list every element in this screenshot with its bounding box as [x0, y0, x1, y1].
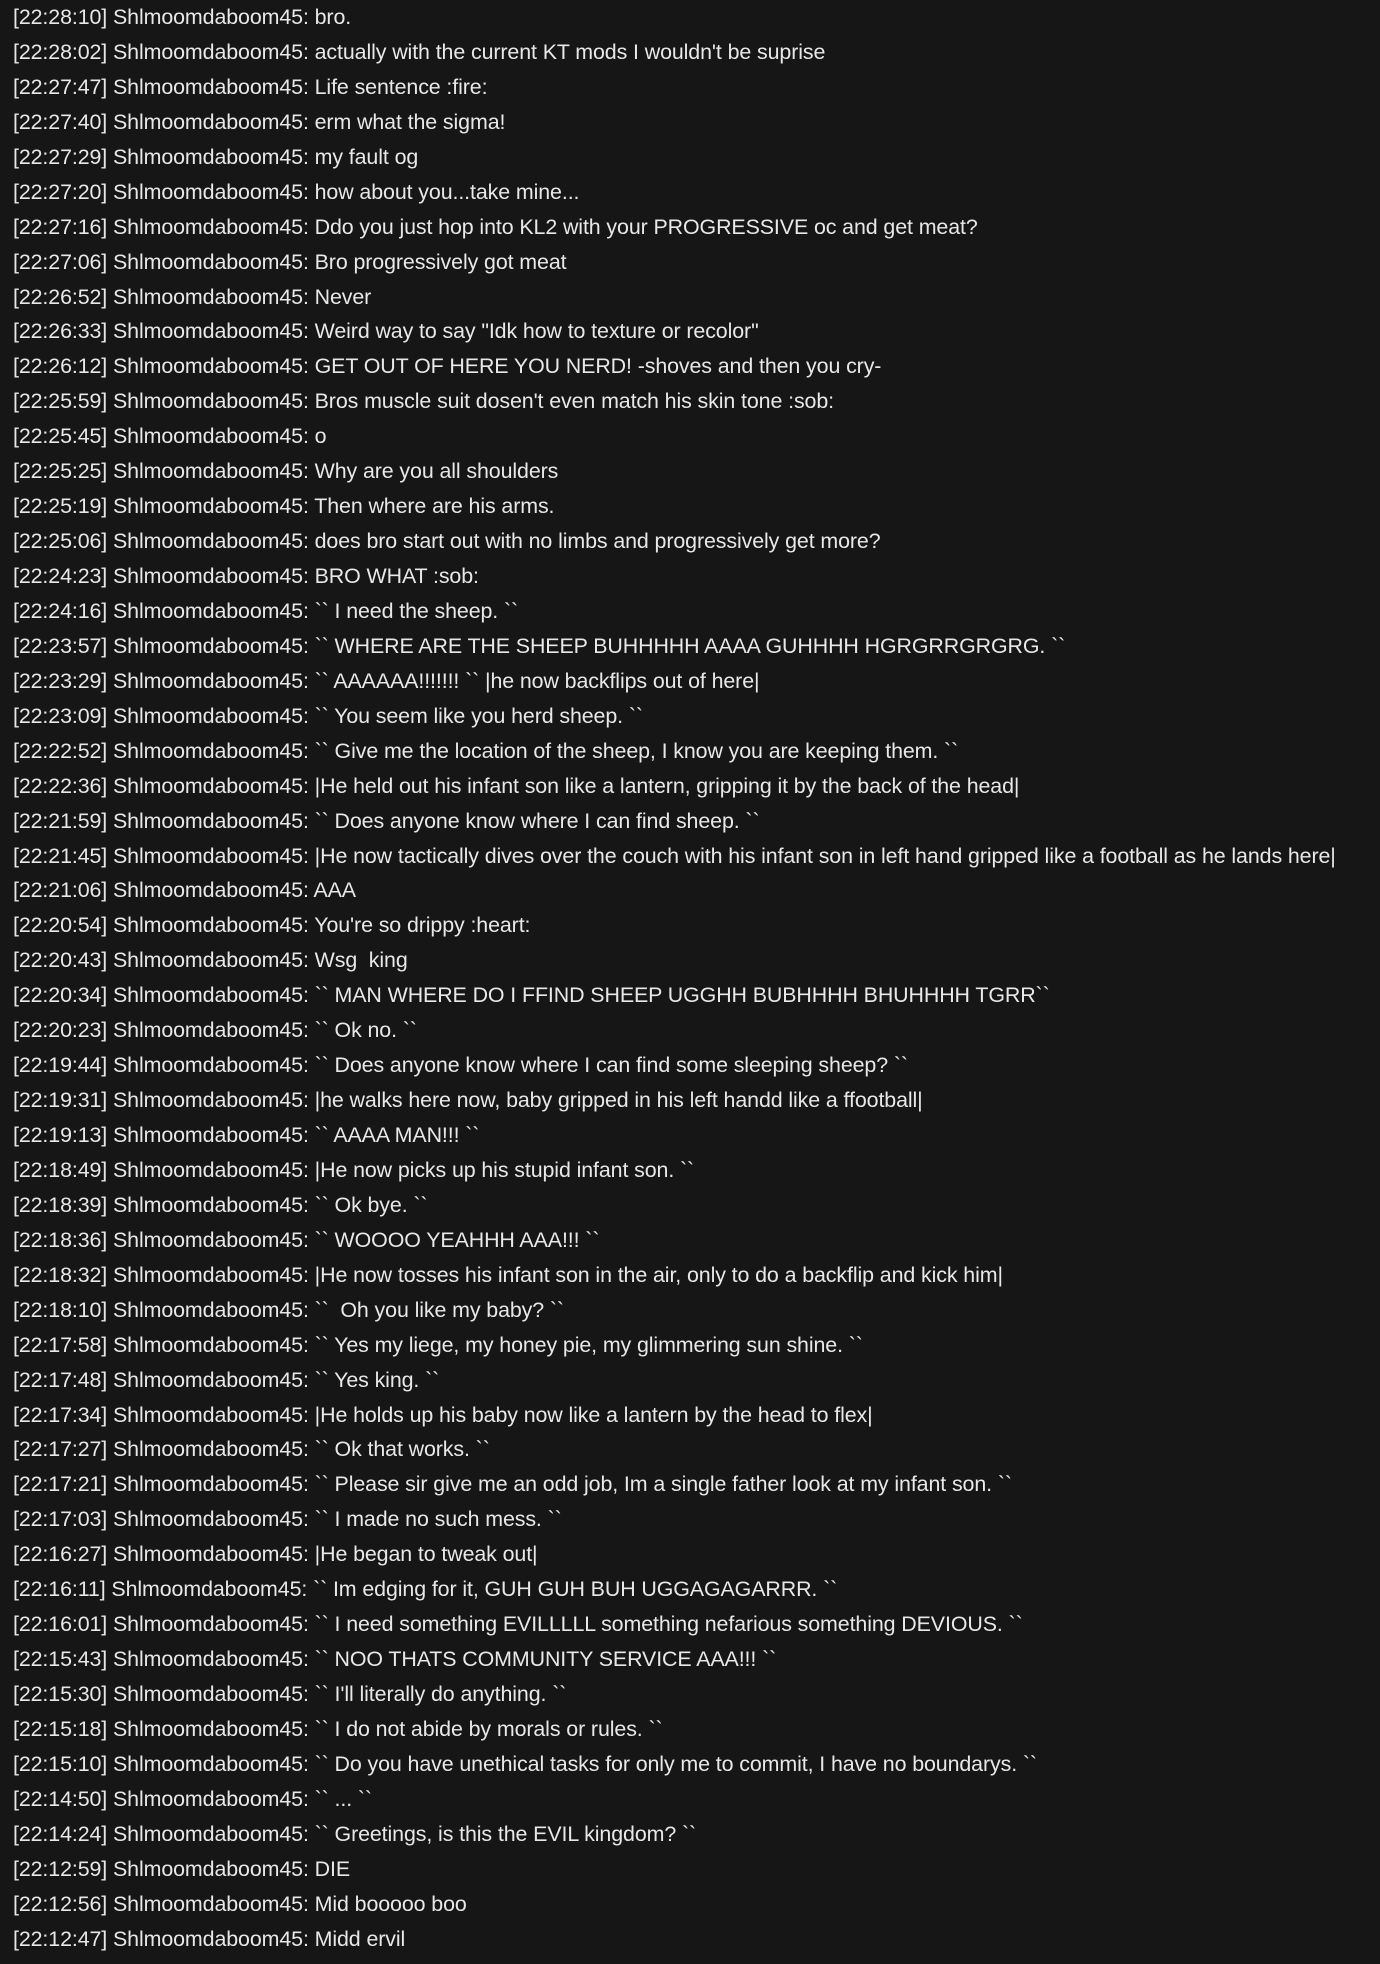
message-text: Bros muscle suit dosen't even match his skin tone :sob:: [314, 389, 834, 414]
message-timestamp: [22:22:36]: [13, 773, 108, 798]
chat-message: [22:17:48] Shlmoomdaboom45: `` Yes king. ``: [13, 1367, 440, 1392]
chat-message: [22:28:10] Shlmoomdaboom45: bro.: [13, 5, 352, 29]
chat-message: [22:15:30] Shlmoomdaboom45: `` I'll literally do anything. ``: [13, 1682, 567, 1706]
message-username: Shlmoomdaboom45: [113, 1053, 303, 1078]
chat-message: [22:26:33] Shlmoomdaboom45: Weird way to say "Idk how to texture or recolor": [13, 319, 759, 344]
message-username: Shlmoomdaboom45: [113, 249, 303, 274]
chat-message: [22:17:21] Shlmoomdaboom45: `` Please sir give me an odd job, Im a single father look at my infant son. ``: [13, 1472, 1012, 1497]
chat-message: [22:16:11] Shlmoomdaboom45: `` Im edging for it, GUH GUH BUH UGGAGAGARRR. ``: [13, 1577, 838, 1602]
message-text: `` Please sir give me an odd job, Im a single father look at my infant son. ``: [314, 1472, 1012, 1497]
chat-message: [22:19:13] Shlmoomdaboom45: `` AAAA MAN!!! ``: [13, 1123, 480, 1147]
message-username: Shlmoomdaboom45: [113, 598, 303, 623]
message-text: Mid booooo boo: [314, 1891, 467, 1916]
chat-message: [22:24:23] Shlmoomdaboom45: BRO WHAT :sob:: [13, 564, 479, 588]
chat-message: [22:25:06] Shlmoomdaboom45: does bro start out with no limbs and progressively get more?: [13, 529, 881, 554]
message-username: Shlmoomdaboom45: [113, 1507, 303, 1532]
message-timestamp: [22:26:52]: [13, 284, 108, 309]
message-timestamp: [22:17:34]: [13, 1402, 108, 1427]
message-text: `` Ok bye. ``: [314, 1192, 428, 1217]
message-username: Shlmoomdaboom45: [113, 1227, 303, 1252]
chat-message: [22:20:34] Shlmoomdaboom45: `` MAN WHERE DO I FFIND SHEEP UGGHH BUBHHHH BHUHHHH TGRR``: [13, 983, 1050, 1008]
chat-message: [22:18:36] Shlmoomdaboom45: `` WOOOO YEAHHH AAA!!! ``: [13, 1227, 600, 1252]
chat-message: [22:27:29] Shlmoomdaboom45: my fault og: [13, 144, 419, 169]
message-text: GET OUT OF HERE YOU NERD! -shoves and then you cry-: [314, 354, 882, 379]
chat-message: [22:25:45] Shlmoomdaboom45: o: [13, 424, 327, 449]
message-username: Shlmoomdaboom45: [113, 459, 303, 484]
chat-message: [22:12:56] Shlmoomdaboom45: Mid booooo boo: [13, 1891, 467, 1916]
message-username: Shlmoomdaboom45: [113, 1751, 303, 1776]
message-username: Shlmoomdaboom45: [113, 808, 303, 833]
message-username: Shlmoomdaboom45: [113, 1821, 303, 1846]
message-timestamp: [22:12:56]: [13, 1891, 108, 1916]
message-text: You're so drippy :heart:: [314, 913, 531, 938]
message-username: Shlmoomdaboom45: [113, 354, 303, 379]
message-text: Wsg king: [314, 948, 408, 973]
message-username: Shlmoomdaboom45: [113, 109, 303, 134]
message-timestamp: [22:21:45]: [13, 843, 108, 868]
message-timestamp: [22:17:03]: [13, 1507, 108, 1532]
message-text: `` I need something EVILLLLL something nefarious something DEVIOUS. ``: [314, 1612, 1023, 1637]
message-timestamp: [22:28:02]: [13, 39, 108, 64]
chat-message: [22:21:45] Shlmoomdaboom45: |He now tactically dives over the couch with his infant son in left hand gripped like a football as he lands here|: [13, 843, 1336, 868]
message-timestamp: [22:28:10]: [13, 5, 108, 29]
message-timestamp: [22:22:52]: [13, 738, 108, 763]
message-text: `` AAAAAA!!!!!!! `` |he now backflips out of here|: [314, 668, 760, 693]
message-text: Then where are his arms.: [314, 494, 555, 519]
message-username: Shlmoomdaboom45: [113, 1157, 303, 1182]
message-timestamp: [22:27:20]: [13, 179, 108, 204]
message-text: Bro progressively got meat: [314, 249, 567, 274]
chat-message: [22:15:18] Shlmoomdaboom45: `` I do not abide by morals or rules. ``: [13, 1716, 663, 1741]
message-timestamp: [22:20:34]: [13, 983, 108, 1008]
message-timestamp: [22:15:30]: [13, 1682, 108, 1706]
message-text: `` Yes my liege, my honey pie, my glimmering sun shine. ``: [314, 1332, 863, 1357]
message-timestamp: [22:27:16]: [13, 214, 108, 239]
message-username: Shlmoomdaboom45: [113, 1612, 303, 1637]
message-text: my fault og: [314, 144, 419, 169]
message-timestamp: [22:27:06]: [13, 249, 108, 274]
message-username: Shlmoomdaboom45: [113, 144, 303, 169]
message-text: `` WHERE ARE THE SHEEP BUHHHHH AAAA GUHHHH HGRGRRGRGRG. ``: [314, 633, 1066, 658]
chat-message: [22:28:02] Shlmoomdaboom45: actually with the current KT mods I wouldn't be suprise: [13, 39, 826, 64]
chat-message: [22:14:24] Shlmoomdaboom45: `` Greetings, is this the EVIL kingdom? ``: [13, 1821, 697, 1846]
message-text: `` I'll literally do anything. ``: [314, 1682, 567, 1706]
message-timestamp: [22:27:29]: [13, 144, 108, 169]
message-text: Ddo you just hop into KL2 with your PROGRESSIVE oc and get meat?: [314, 214, 978, 239]
message-timestamp: [22:20:43]: [13, 948, 108, 973]
message-username: Shlmoomdaboom45: [113, 179, 303, 204]
chat-message: [22:25:59] Shlmoomdaboom45: Bros muscle suit dosen't even match his skin tone :sob:: [13, 389, 834, 414]
message-text: does bro start out with no limbs and progressively get more?: [314, 529, 881, 554]
message-timestamp: [22:21:59]: [13, 808, 108, 833]
message-text: |he walks here now, baby gripped in his left handd like a ffootball|: [314, 1088, 923, 1113]
message-timestamp: [22:15:43]: [13, 1647, 108, 1672]
message-username: Shlmoomdaboom45: [111, 1577, 302, 1602]
message-timestamp: [22:25:59]: [13, 389, 108, 414]
chat-message: [22:18:49] Shlmoomdaboom45: |He now picks up his stupid infant son. ``: [13, 1157, 695, 1182]
message-username: Shlmoomdaboom45: [113, 319, 303, 344]
chat-message: [22:16:01] Shlmoomdaboom45: `` I need something EVILLLLL something nefarious something DEVIOUS. ``: [13, 1612, 1023, 1637]
message-text: |He now picks up his stupid infant son. ``: [314, 1157, 695, 1182]
message-username: Shlmoomdaboom45: [113, 1088, 303, 1113]
message-username: Shlmoomdaboom45: [113, 703, 303, 728]
chat-message: [22:23:29] Shlmoomdaboom45: `` AAAAAA!!!!!!! `` |he now backflips out of here|: [13, 668, 760, 693]
message-timestamp: [22:23:57]: [13, 633, 108, 658]
message-timestamp: [22:20:23]: [13, 1018, 108, 1043]
message-text: `` I do not abide by morals or rules. ``: [314, 1716, 663, 1741]
chat-message: [22:12:47] Shlmoomdaboom45: Midd ervil: [13, 1926, 406, 1951]
message-username: Shlmoomdaboom45: [113, 843, 303, 868]
message-timestamp: [22:18:39]: [13, 1192, 108, 1217]
message-timestamp: [22:23:29]: [13, 668, 108, 693]
message-text: `` ... ``: [314, 1786, 372, 1811]
message-username: Shlmoomdaboom45: [113, 564, 303, 588]
message-username: Shlmoomdaboom45: [113, 389, 303, 414]
chat-message: [22:27:06] Shlmoomdaboom45: Bro progressively got meat: [13, 249, 567, 274]
chat-message: [22:20:43] Shlmoomdaboom45: Wsg king: [13, 948, 408, 973]
message-text: `` Does anyone know where I can find some sleeping sheep? ``: [314, 1053, 908, 1078]
chat-message: [22:18:32] Shlmoomdaboom45: |He now tosses his infant son in the air, only to do a backflip and kick him|: [13, 1262, 1003, 1287]
chat-message: [22:22:52] Shlmoomdaboom45: `` Give me the location of the sheep, I know you are keeping them. ``: [13, 738, 959, 763]
message-timestamp: [22:16:01]: [13, 1612, 108, 1637]
message-text: actually with the current KT mods I wouldn't be suprise: [314, 39, 826, 64]
message-username: Shlmoomdaboom45: [113, 983, 303, 1008]
message-timestamp: [22:21:06]: [13, 878, 108, 903]
message-text: `` I made no such mess. ``: [314, 1507, 562, 1532]
message-username: Shlmoomdaboom45: [113, 1402, 303, 1427]
message-text: o: [314, 424, 327, 449]
chat-message: [22:15:43] Shlmoomdaboom45: `` NOO THATS COMMUNITY SERVICE AAA!!! ``: [13, 1647, 777, 1672]
message-text: `` AAAA MAN!!! ``: [314, 1123, 480, 1147]
message-timestamp: [22:24:23]: [13, 564, 108, 588]
chat-message: [22:27:40] Shlmoomdaboom45: erm what the sigma!: [13, 109, 506, 134]
message-username: Shlmoomdaboom45: [113, 1018, 303, 1043]
message-username: Shlmoomdaboom45: [113, 948, 303, 973]
message-text: `` Im edging for it, GUH GUH BUH UGGAGAGARRR. ``: [313, 1577, 838, 1602]
message-text: AAA: [313, 878, 356, 903]
message-username: Shlmoomdaboom45: [113, 494, 303, 519]
message-timestamp: [22:25:06]: [13, 529, 108, 554]
message-timestamp: [22:24:16]: [13, 598, 108, 623]
message-text: |He now tactically dives over the couch with his infant son in left hand gripped like a football as he lands here|: [314, 843, 1336, 868]
chat-message: [22:19:31] Shlmoomdaboom45: |he walks here now, baby gripped in his left handd like a ffootball|: [13, 1088, 923, 1113]
message-username: Shlmoomdaboom45: [113, 284, 303, 309]
message-text: |He began to tweak out|: [314, 1542, 538, 1567]
message-username: Shlmoomdaboom45: [113, 1891, 303, 1916]
message-timestamp: [22:27:40]: [13, 109, 108, 134]
message-timestamp: [22:17:58]: [13, 1332, 108, 1357]
message-text: erm what the sigma!: [314, 109, 506, 134]
message-text: `` Does anyone know where I can find sheep. ``: [314, 808, 760, 833]
message-text: |He held out his infant son like a lantern, gripping it by the back of the head|: [314, 773, 1020, 798]
message-username: Shlmoomdaboom45: [113, 1437, 303, 1462]
message-text: `` Oh you like my baby? ``: [314, 1297, 564, 1322]
chat-message: [22:23:09] Shlmoomdaboom45: `` You seem like you herd sheep. ``: [13, 703, 643, 728]
message-timestamp: [22:18:36]: [13, 1227, 108, 1252]
message-timestamp: [22:26:33]: [13, 319, 108, 344]
message-username: Shlmoomdaboom45: [113, 668, 303, 693]
message-username: Shlmoomdaboom45: [113, 1542, 303, 1567]
message-timestamp: [22:15:10]: [13, 1751, 108, 1776]
chat-message: [22:15:10] Shlmoomdaboom45: `` Do you have unethical tasks for only me to commit, I have no boundarys. ``: [13, 1751, 1037, 1776]
message-username: Shlmoomdaboom45: [113, 5, 303, 29]
chat-message: [22:16:27] Shlmoomdaboom45: |He began to tweak out|: [13, 1542, 538, 1567]
message-text: BRO WHAT :sob:: [314, 564, 479, 588]
chat-message: [22:20:54] Shlmoomdaboom45: You're so drippy :heart:: [13, 913, 531, 938]
message-text: Midd ervil: [314, 1926, 406, 1951]
message-text: Weird way to say "Idk how to texture or recolor": [314, 319, 759, 344]
message-timestamp: [22:17:48]: [13, 1367, 108, 1392]
message-timestamp: [22:25:25]: [13, 459, 108, 484]
message-timestamp: [22:25:19]: [13, 494, 108, 519]
message-username: Shlmoomdaboom45: [113, 1123, 303, 1147]
message-timestamp: [22:14:24]: [13, 1821, 108, 1846]
message-timestamp: [22:19:13]: [13, 1123, 108, 1147]
message-username: Shlmoomdaboom45: [113, 214, 303, 239]
chat-message: [22:17:03] Shlmoomdaboom45: `` I made no such mess. ``: [13, 1507, 562, 1532]
message-text: how about you...take mine...: [314, 179, 580, 204]
chat-message: [22:18:39] Shlmoomdaboom45: `` Ok bye. ``: [13, 1192, 428, 1217]
message-timestamp: [22:19:44]: [13, 1053, 108, 1078]
message-text: `` Give me the location of the sheep, I know you are keeping them. ``: [314, 738, 959, 763]
message-username: Shlmoomdaboom45: [113, 1786, 303, 1811]
message-timestamp: [22:27:47]: [13, 74, 108, 99]
message-username: Shlmoomdaboom45: [113, 1192, 303, 1217]
message-username: Shlmoomdaboom45: [113, 878, 303, 903]
message-username: Shlmoomdaboom45: [113, 1262, 303, 1287]
message-username: Shlmoomdaboom45: [113, 529, 303, 554]
message-timestamp: [22:26:12]: [13, 354, 108, 379]
chat-message: [22:22:36] Shlmoomdaboom45: |He held out his infant son like a lantern, gripping it by the back of the head|: [13, 773, 1020, 798]
message-timestamp: [22:18:10]: [13, 1297, 108, 1322]
message-timestamp: [22:18:49]: [13, 1157, 108, 1182]
message-timestamp: [22:12:47]: [13, 1926, 108, 1951]
message-username: Shlmoomdaboom45: [113, 1682, 303, 1706]
chat-message: [22:27:16] Shlmoomdaboom45: Ddo you just hop into KL2 with your PROGRESSIVE oc and get meat?: [13, 214, 978, 239]
message-username: Shlmoomdaboom45: [113, 1716, 303, 1741]
message-text: Why are you all shoulders: [314, 459, 559, 484]
message-username: Shlmoomdaboom45: [113, 738, 303, 763]
message-timestamp: [22:23:09]: [13, 703, 108, 728]
message-username: Shlmoomdaboom45: [113, 1367, 303, 1392]
message-text: `` WOOOO YEAHHH AAA!!! ``: [314, 1227, 600, 1252]
chat-message: [22:19:44] Shlmoomdaboom45: `` Does anyone know where I can find some sleeping sheep? ``: [13, 1053, 908, 1078]
message-timestamp: [22:19:31]: [13, 1088, 108, 1113]
chat-message: [22:24:16] Shlmoomdaboom45: `` I need the sheep. ``: [13, 598, 519, 623]
message-text: `` Greetings, is this the EVIL kingdom? ``: [314, 1821, 697, 1846]
chat-message: [22:26:12] Shlmoomdaboom45: GET OUT OF HERE YOU NERD! -shoves and then you cry-: [13, 354, 882, 379]
message-text: `` I need the sheep. ``: [314, 598, 519, 623]
chat-message: [22:17:34] Shlmoomdaboom45: |He holds up his baby now like a lantern by the head to flex|: [13, 1402, 873, 1427]
message-text: |He holds up his baby now like a lantern by the head to flex|: [314, 1402, 873, 1427]
message-text: `` Yes king. ``: [314, 1367, 440, 1392]
message-username: Shlmoomdaboom45: [113, 1926, 303, 1951]
chat-message: [22:21:59] Shlmoomdaboom45: `` Does anyone know where I can find sheep. ``: [13, 808, 760, 833]
message-timestamp: [22:14:50]: [13, 1786, 108, 1811]
chat-message: [22:14:50] Shlmoomdaboom45: `` ... ``: [13, 1786, 372, 1811]
message-text: bro.: [314, 5, 352, 29]
chat-message: [22:25:19] Shlmoomdaboom45: Then where are his arms.: [13, 494, 555, 519]
message-username: Shlmoomdaboom45: [113, 1856, 303, 1881]
message-username: Shlmoomdaboom45: [113, 1332, 303, 1357]
message-username: Shlmoomdaboom45: [113, 424, 303, 449]
message-username: Shlmoomdaboom45: [113, 39, 303, 64]
chat-message: [22:17:27] Shlmoomdaboom45: `` Ok that works. ``: [13, 1437, 490, 1462]
message-username: Shlmoomdaboom45: [113, 773, 303, 798]
message-username: Shlmoomdaboom45: [113, 1472, 303, 1497]
message-text: `` Ok no. ``: [314, 1018, 417, 1043]
message-username: Shlmoomdaboom45: [113, 633, 303, 658]
message-timestamp: [22:16:11]: [13, 1577, 106, 1602]
message-text: `` Ok that works. ``: [314, 1437, 490, 1462]
message-timestamp: [22:17:21]: [13, 1472, 108, 1497]
message-timestamp: [22:20:54]: [13, 913, 108, 938]
message-timestamp: [22:15:18]: [13, 1716, 108, 1741]
chat-message: [22:27:47] Shlmoomdaboom45: Life sentence :fire:: [13, 74, 488, 99]
message-text: `` You seem like you herd sheep. ``: [314, 703, 643, 728]
chat-message: [22:17:58] Shlmoomdaboom45: `` Yes my liege, my honey pie, my glimmering sun shine. ``: [13, 1332, 863, 1357]
message-text: `` Do you have unethical tasks for only me to commit, I have no boundarys. ``: [314, 1751, 1037, 1776]
message-timestamp: [22:12:59]: [13, 1856, 108, 1881]
message-username: Shlmoomdaboom45: [113, 74, 303, 99]
message-username: Shlmoomdaboom45: [113, 1647, 303, 1672]
message-username: Shlmoomdaboom45: [113, 913, 303, 938]
chat-message: [22:12:59] Shlmoomdaboom45: DIE: [13, 1856, 350, 1881]
message-text: Life sentence :fire:: [314, 74, 488, 99]
chat-message: [22:27:20] Shlmoomdaboom45: how about you...take mine...: [13, 179, 580, 204]
chat-message: [22:23:57] Shlmoomdaboom45: `` WHERE ARE THE SHEEP BUHHHHH AAAA GUHHHH HGRGRRGRGRG. ``: [13, 633, 1066, 658]
message-text: `` MAN WHERE DO I FFIND SHEEP UGGHH BUBHHHH BHUHHHH TGRR``: [314, 983, 1050, 1008]
message-text: DIE: [314, 1856, 350, 1881]
chat-message: [22:18:10] Shlmoomdaboom45: `` Oh you like my baby? ``: [13, 1297, 564, 1322]
message-username: Shlmoomdaboom45: [113, 1297, 303, 1322]
chat-message: [22:25:25] Shlmoomdaboom45: Why are you all shoulders: [13, 459, 559, 484]
message-timestamp: [22:16:27]: [13, 1542, 108, 1567]
message-timestamp: [22:25:45]: [13, 424, 108, 449]
message-text: `` NOO THATS COMMUNITY SERVICE AAA!!! ``: [314, 1647, 777, 1672]
chat-message: [22:21:06] Shlmoomdaboom45: AAA: [13, 878, 356, 903]
message-timestamp: [22:17:27]: [13, 1437, 108, 1462]
chat-message: [22:20:23] Shlmoomdaboom45: `` Ok no. ``: [13, 1018, 417, 1043]
chat-message: [22:26:52] Shlmoomdaboom45: Never: [13, 284, 372, 309]
message-text: |He now tosses his infant son in the air, only to do a backflip and kick him|: [314, 1262, 1003, 1287]
message-timestamp: [22:18:32]: [13, 1262, 108, 1287]
message-text: Never: [314, 284, 372, 309]
